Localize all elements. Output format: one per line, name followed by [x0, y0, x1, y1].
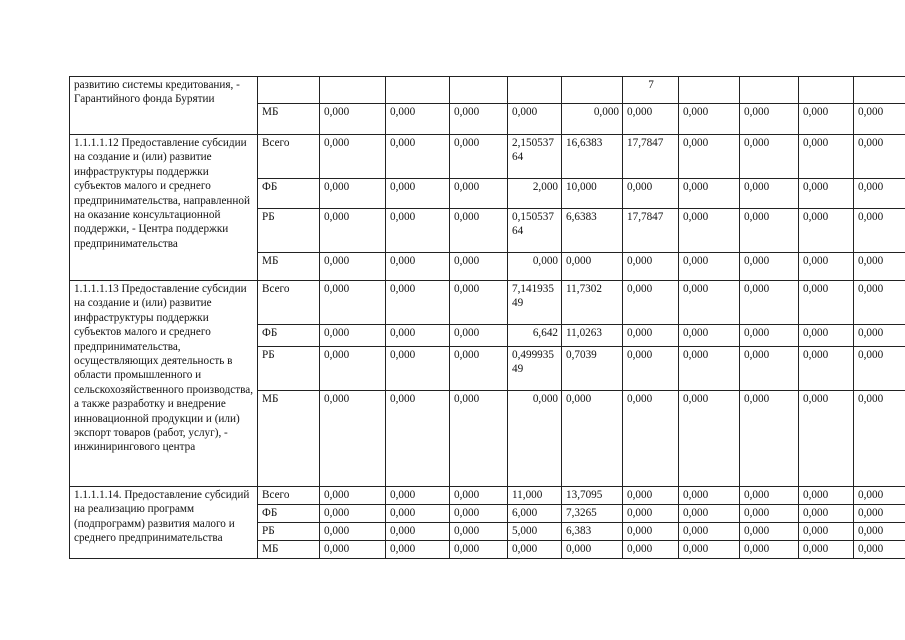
value-cell: 0,000: [854, 505, 905, 523]
value-cell: 0,000: [854, 391, 905, 487]
value-cell: 0,000: [320, 104, 386, 135]
value-cell: 0,000: [386, 541, 450, 559]
value-cell: 6,642: [508, 325, 562, 347]
value-cell: 0,000: [623, 523, 679, 541]
value-cell: [679, 77, 740, 104]
value-cell: 0,000: [623, 487, 679, 505]
value-cell: 0,000: [740, 541, 799, 559]
value-cell: 0,000: [854, 104, 905, 135]
value-cell: [386, 77, 450, 104]
value-cell: 0,000: [740, 209, 799, 253]
value-cell: 0,000: [679, 179, 740, 209]
value-cell: 0,000: [854, 347, 905, 391]
table-row: [70, 135, 905, 179]
budget-table: [69, 76, 905, 559]
value-cell: 0,000: [386, 179, 450, 209]
value-cell: 0,000: [320, 541, 386, 559]
value-cell: 0,000: [623, 541, 679, 559]
value-cell: 0,000: [562, 104, 623, 135]
value-cell: 0,000: [386, 209, 450, 253]
value-cell: 0,000: [320, 325, 386, 347]
value-cell: 0,000: [679, 281, 740, 325]
value-cell: 0,000: [623, 281, 679, 325]
value-cell: 0,000: [320, 347, 386, 391]
value-cell: 0,000: [679, 523, 740, 541]
value-cell: 2,000: [508, 179, 562, 209]
value-cell: 0,000: [623, 347, 679, 391]
measure-name: 1.1.1.1.13 Предоставление субсидии на создание и (или) развитие инфраструктуры поддержки субъектов малого и среднего предпринимательства, осуществляющих деятельность в области промышленного и сельскохозяйственного производства, а также разработку и внедрение инновационной продукции и (или) экспорт товаров (работ, услуг), - инжинирингового центра: [70, 281, 258, 487]
value-cell: [799, 77, 854, 104]
value-cell: 0,000: [450, 179, 508, 209]
value-cell: 0,000: [740, 253, 799, 281]
value-cell: 0,000: [562, 391, 623, 487]
value-cell: 0,000: [679, 347, 740, 391]
value-cell: 0,000: [854, 487, 905, 505]
value-cell: 16,6383: [562, 135, 623, 179]
value-cell: 0,000: [386, 104, 450, 135]
value-cell: 11,7302: [562, 281, 623, 325]
value-cell: 0,000: [799, 179, 854, 209]
value-cell: 0,000: [854, 541, 905, 559]
value-cell: 0,000: [854, 253, 905, 281]
value-cell: 0,000: [386, 281, 450, 325]
value-cell: 0,000: [450, 135, 508, 179]
value-cell: 0,000: [450, 505, 508, 523]
value-cell: 0,000: [854, 209, 905, 253]
value-cell: 0,000: [386, 325, 450, 347]
value-cell: 0,000: [450, 391, 508, 487]
value-cell: 0,000: [679, 135, 740, 179]
value-cell: 5,000: [508, 523, 562, 541]
value-cell: 0,000: [386, 391, 450, 487]
value-cell: 0,000: [799, 135, 854, 179]
funding-source: РБ: [258, 523, 320, 541]
value-cell: 0,000: [854, 135, 905, 179]
value-cell: 0,000: [799, 325, 854, 347]
value-cell: 0,000: [740, 347, 799, 391]
value-cell: 0,000: [450, 104, 508, 135]
value-cell: 0,000: [320, 523, 386, 541]
value-cell: 0,000: [679, 209, 740, 253]
funding-source: [258, 77, 320, 104]
funding-source: Всего: [258, 487, 320, 505]
value-cell: 0,000: [740, 487, 799, 505]
value-cell: 0,000: [508, 541, 562, 559]
value-cell: 0,000: [623, 505, 679, 523]
funding-source: ФБ: [258, 325, 320, 347]
value-cell: 0,000: [623, 325, 679, 347]
value-cell: 0,000: [450, 209, 508, 253]
value-cell: 0,000: [508, 104, 562, 135]
funding-source: ФБ: [258, 505, 320, 523]
funding-source: Всего: [258, 281, 320, 325]
funding-source: ФБ: [258, 179, 320, 209]
value-cell: 2,15053764: [508, 135, 562, 179]
value-cell: 0,000: [854, 281, 905, 325]
value-cell: 0,000: [450, 281, 508, 325]
value-cell: 0,000: [623, 179, 679, 209]
value-cell: 0,000: [320, 135, 386, 179]
value-cell: 0,000: [450, 523, 508, 541]
value-cell: 0,000: [450, 253, 508, 281]
value-cell: 17,7847: [623, 135, 679, 179]
funding-source: МБ: [258, 541, 320, 559]
funding-source: МБ: [258, 391, 320, 487]
value-cell: 0,000: [799, 523, 854, 541]
measure-name: 1.1.1.1.12 Предоставление субсидии на создание и (или) развитие инфраструктуры поддержки субъектов малого и среднего предпринимательства, направленной на оказание консультационной поддержки, - Центра поддержки предпринимательства: [70, 135, 258, 281]
value-cell: 0,000: [679, 104, 740, 135]
value-cell: 0,000: [799, 104, 854, 135]
value-cell: 0,000: [854, 325, 905, 347]
value-cell: 0,000: [623, 391, 679, 487]
value-cell: 0,000: [450, 347, 508, 391]
value-cell: 0,000: [320, 281, 386, 325]
value-cell: 0,000: [508, 253, 562, 281]
value-cell: 0,000: [679, 487, 740, 505]
value-cell: 0,000: [320, 391, 386, 487]
value-cell: 7,3265: [562, 505, 623, 523]
value-cell: 0,000: [450, 541, 508, 559]
value-cell: 0,15053764: [508, 209, 562, 253]
value-cell: 0,000: [320, 505, 386, 523]
value-cell: 0,000: [562, 253, 623, 281]
value-cell: 0,000: [854, 179, 905, 209]
value-cell: 11,000: [508, 487, 562, 505]
value-cell: 13,7095: [562, 487, 623, 505]
value-cell: 7,14193549: [508, 281, 562, 325]
value-cell: 0,000: [320, 253, 386, 281]
value-cell: 0,000: [740, 281, 799, 325]
table-row: [70, 77, 905, 104]
value-cell: 0,000: [679, 325, 740, 347]
value-cell: 0,000: [320, 487, 386, 505]
value-cell: 0,49993549: [508, 347, 562, 391]
measure-name: 1.1.1.1.14. Предоставление субсидий на реализацию программ (подпрограмм) развития малого и среднего предпринимательства: [70, 487, 258, 559]
value-cell: 0,000: [320, 179, 386, 209]
value-cell: 0,000: [450, 487, 508, 505]
value-cell: 7: [623, 77, 679, 104]
value-cell: 0,000: [386, 135, 450, 179]
value-cell: 0,000: [623, 104, 679, 135]
value-cell: 10,000: [562, 179, 623, 209]
value-cell: 0,000: [740, 104, 799, 135]
value-cell: 0,000: [740, 391, 799, 487]
value-cell: 0,000: [679, 505, 740, 523]
value-cell: 0,000: [623, 253, 679, 281]
value-cell: [854, 77, 905, 104]
table-body: [70, 77, 905, 559]
value-cell: 0,000: [386, 253, 450, 281]
value-cell: 0,000: [386, 523, 450, 541]
value-cell: 0,000: [562, 541, 623, 559]
value-cell: 0,000: [679, 253, 740, 281]
funding-source: МБ: [258, 104, 320, 135]
funding-source: МБ: [258, 253, 320, 281]
value-cell: 0,7039: [562, 347, 623, 391]
value-cell: [562, 77, 623, 104]
value-cell: 0,000: [799, 391, 854, 487]
measure-name: развитию системы кредитования, - Гарантийного фонда Бурятии: [70, 77, 258, 135]
value-cell: 17,7847: [623, 209, 679, 253]
value-cell: [508, 77, 562, 104]
value-cell: 0,000: [740, 135, 799, 179]
value-cell: 0,000: [679, 541, 740, 559]
value-cell: 0,000: [740, 179, 799, 209]
value-cell: 0,000: [799, 505, 854, 523]
value-cell: [450, 77, 508, 104]
value-cell: 0,000: [386, 487, 450, 505]
value-cell: 0,000: [386, 347, 450, 391]
table-row: [70, 281, 905, 325]
value-cell: 0,000: [320, 209, 386, 253]
value-cell: 0,000: [799, 541, 854, 559]
funding-source: Всего: [258, 135, 320, 179]
value-cell: 6,6383: [562, 209, 623, 253]
value-cell: 0,000: [799, 347, 854, 391]
value-cell: [320, 77, 386, 104]
value-cell: 6,000: [508, 505, 562, 523]
value-cell: 0,000: [799, 253, 854, 281]
value-cell: [740, 77, 799, 104]
funding-source: РБ: [258, 209, 320, 253]
value-cell: 0,000: [450, 325, 508, 347]
value-cell: 0,000: [854, 523, 905, 541]
table-row: [70, 487, 905, 505]
value-cell: 0,000: [386, 505, 450, 523]
value-cell: 0,000: [740, 505, 799, 523]
funding-source: РБ: [258, 347, 320, 391]
value-cell: 0,000: [679, 391, 740, 487]
value-cell: 0,000: [799, 209, 854, 253]
value-cell: 0,000: [508, 391, 562, 487]
value-cell: 0,000: [799, 281, 854, 325]
value-cell: 6,383: [562, 523, 623, 541]
value-cell: 0,000: [740, 523, 799, 541]
value-cell: 0,000: [740, 325, 799, 347]
value-cell: 11,0263: [562, 325, 623, 347]
value-cell: 0,000: [799, 487, 854, 505]
